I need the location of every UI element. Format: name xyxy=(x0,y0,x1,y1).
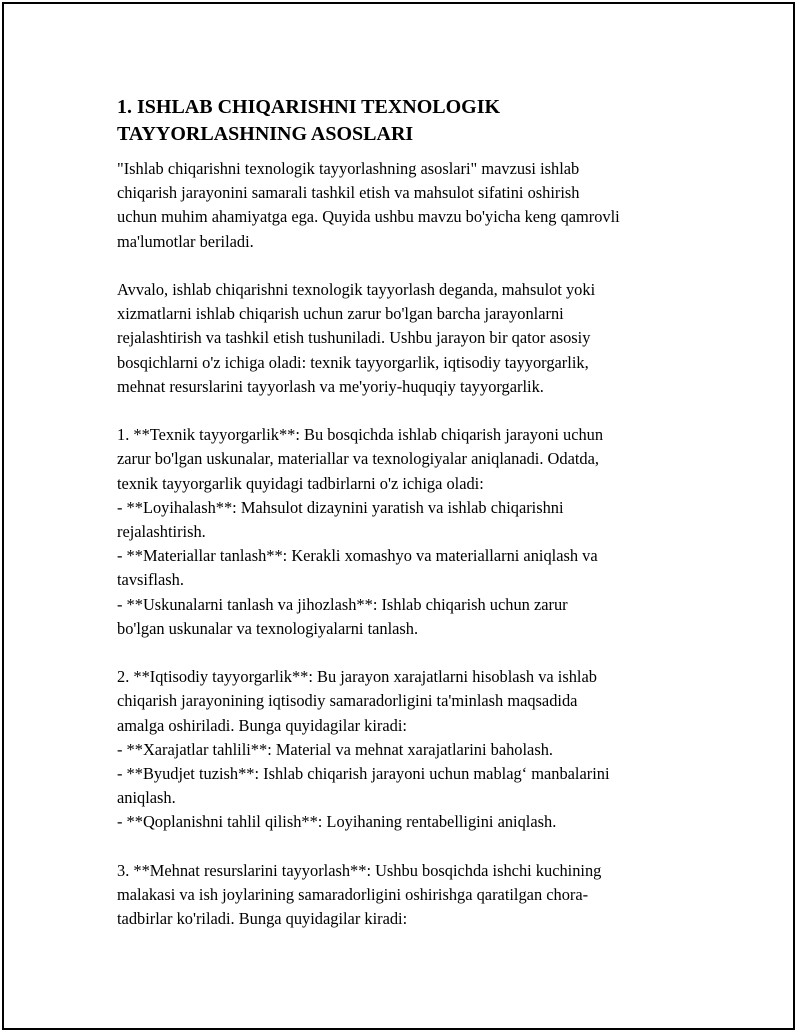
document-body: "Ishlab chiqarishni texnologik tayyorlashning asoslari" mavzusi ishlab chiqarish jarayonini samarali tashkil etish va mahsulot sifatini oshirish uchun muhim ahamiyatga ega. Quyida ushbu mavzu bo'yicha keng qamrovli ma'lumotlar beriladi. Avvalo, ishlab chiqarishni texnologik tayyorlash deganda, mahsulot yoki xizmatlarni ishlab chiqarish uchun zarur bo'lgan barcha jarayonlarni rejalashtirish va tashkil etish tushuniladi. Ushbu jarayon bir qator asosiy bosqichlarni o'z ichiga oladi: texnik tayyorgarlik, iqtisodiy tayyorgarlik, mehnat resurslarini tayyorlash va me'yoriy-huquqiy tayyorgarlik. 1. **Texnik tayyorgarlik**: Bu bosqichda ishlab chiqarish jarayoni uchun zarur bo'lgan uskunalar, materiallar va texnologiyalar aniqlanadi. Odatda, texnik tayyorgarlik quyidagi tadbirlarni o'z ichiga oladi: - **Loyihalash**: Mahsulot dizaynini yaratish va ishlab chiqarishni rejalashtirish. - **Materiallar tanlash**: Kerakli xomashyo va materiallarni aniqlash va tavsiflash. - **Uskunalarni tanlash va jihozlash**: Ishlab chiqarish uchun zarur bo'lgan uskunalar va texnologiyalarni tanlash. 2. **Iqtisodiy tayyorgarlik**: Bu jarayon xarajatlarni hisoblash va ishlab chiqarish jarayonining iqtisodiy samaradorligini ta'minlash maqsadida amalga oshiriladi. Bunga quyidagilar kiradi: - **Xarajatlar tahlili**: Material va mehnat xarajatlarini baholash. - **Byudjet tuzish**: Ishlab chiqarish jarayoni uchun mablag‘ manbalarini aniqlash. - **Qoplanishni tahlil qilish**: Loyihaning rentabelligini aniqlash. 3. **Mehnat resurslarini tayyorlash**: Ushbu bosqichda ishchi kuchining malakasi va ish joylarining samaradorligini oshirishga qaratilgan chora- tadbirlar ko'riladi. Bunga quyidagilar kiradi: xyxy=(117,159,620,929)
document-content xyxy=(117,94,687,932)
document-title: 1. ISHLAB CHIQARISHNI TEXNOLOGIK TAYYORLASHNING ASOSLARI xyxy=(117,96,501,145)
